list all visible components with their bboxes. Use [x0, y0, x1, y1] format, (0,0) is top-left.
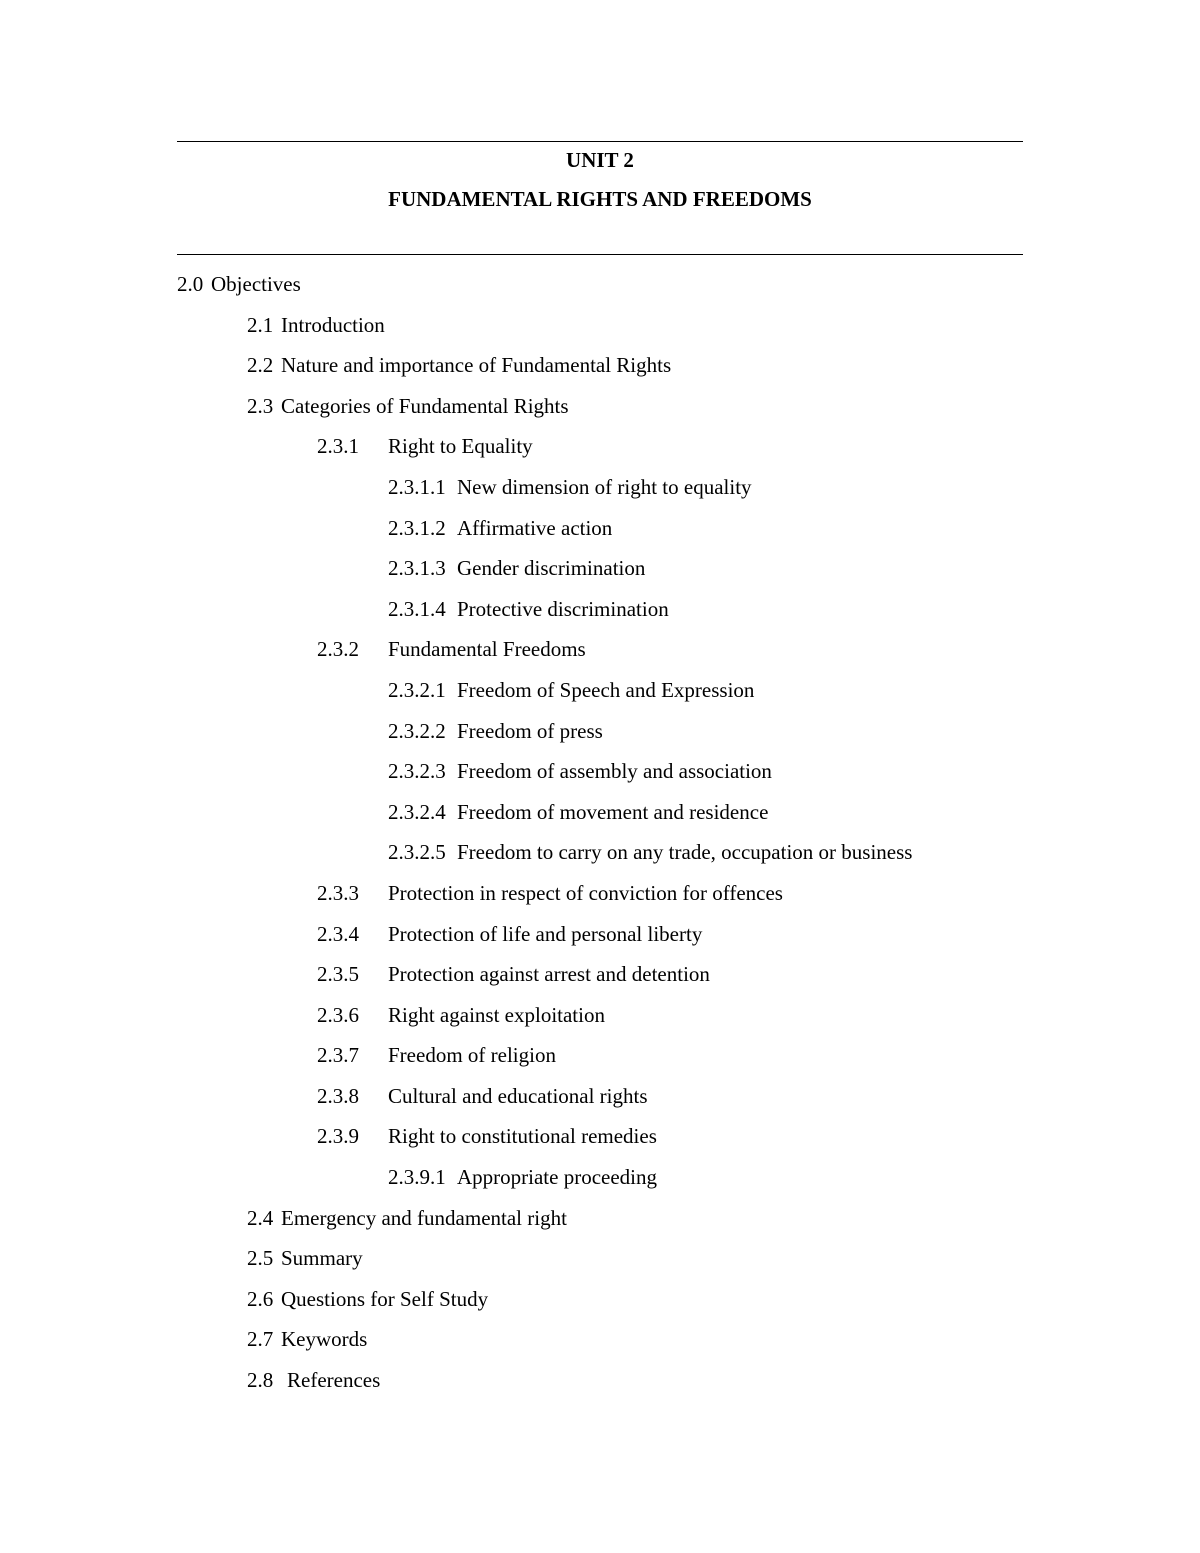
toc-entry — [0, 676, 1200, 717]
toc-entry-text: Appropriate proceeding — [457, 1165, 658, 1190]
toc-entry — [0, 1366, 1200, 1407]
toc-entry — [0, 757, 1200, 798]
toc-entry — [0, 554, 1200, 595]
toc-entry — [0, 1244, 1200, 1285]
toc-entry-text: References — [287, 1368, 381, 1393]
toc-entry-text: Right to Equality — [388, 434, 533, 459]
toc-entry-number: 2.3.1 — [317, 434, 359, 459]
toc-entry-number: 2.5 — [247, 1246, 274, 1271]
toc-entry — [0, 1204, 1200, 1245]
toc-entry-text: Freedom to carry on any trade, occupation or business — [457, 840, 913, 865]
toc-entry-text: Fundamental Freedoms — [388, 637, 586, 662]
toc-entry-text: Affirmative action — [457, 515, 613, 540]
toc-entry — [0, 270, 1200, 311]
toc-entry-number: 2.3.5 — [317, 962, 359, 987]
toc-entry-text: Right against exploitation — [388, 1002, 605, 1027]
toc-entry — [0, 514, 1200, 555]
toc-entry-text: Cultural and educational rights — [388, 1083, 648, 1108]
toc-entry-number: 2.3.9 — [317, 1124, 359, 1149]
toc-entry-text: Objectives — [211, 272, 301, 296]
toc-entry-number: 2.3.2.1 — [388, 677, 446, 702]
toc-entry-number: 2.7 — [247, 1327, 274, 1352]
toc-entry — [0, 920, 1200, 961]
toc-entry — [0, 798, 1200, 839]
toc-entry-text: Nature and importance of Fundamental Rights — [281, 353, 672, 378]
toc-entry-text: Protective discrimination — [457, 596, 669, 621]
toc-entry — [0, 838, 1200, 879]
toc-entry — [0, 635, 1200, 676]
toc-entry-number: 2.1 — [247, 312, 274, 337]
toc-entry-number: 2.2 — [247, 353, 274, 378]
toc-entry-number: 2.0 — [177, 272, 204, 296]
toc-entry — [0, 1041, 1200, 1082]
unit-heading: UNIT 2 — [566, 148, 634, 172]
toc-entry-text: Freedom of religion — [388, 1043, 556, 1068]
toc-entry-number: 2.3.9.1 — [388, 1165, 446, 1190]
toc-entry-text: Introduction — [281, 312, 385, 337]
toc-entry — [0, 1163, 1200, 1204]
toc-entry — [0, 595, 1200, 636]
toc-entry-number: 2.6 — [247, 1286, 274, 1311]
toc-entry — [0, 960, 1200, 1001]
toc-entry-number: 2.3.2 — [317, 637, 359, 662]
top-rule — [177, 141, 1023, 142]
toc-entry-number: 2.3.4 — [317, 921, 359, 946]
table-of-contents — [0, 270, 1200, 1407]
toc-entry-text: Right to constitutional remedies — [388, 1124, 657, 1149]
toc-entry-text: Gender discrimination — [457, 556, 646, 581]
toc-entry-number: 2.3.2.5 — [388, 840, 446, 865]
toc-entry-text: Questions for Self Study — [281, 1286, 489, 1311]
toc-entry-number: 2.3.2.4 — [388, 799, 446, 824]
toc-entry — [0, 311, 1200, 352]
toc-entry-text: New dimension of right to equality — [457, 474, 752, 499]
toc-entry-number: 2.3.1.2 — [388, 515, 446, 540]
toc-entry-text: Protection in respect of conviction for offences — [388, 880, 783, 905]
toc-entry-number: 2.4 — [247, 1205, 274, 1230]
toc-entry — [0, 1325, 1200, 1366]
toc-entry-number: 2.3.1.4 — [388, 596, 446, 621]
toc-entry — [0, 351, 1200, 392]
toc-entry-text: Freedom of assembly and association — [457, 759, 772, 784]
toc-entry-number: 2.3.7 — [317, 1043, 359, 1068]
toc-entry-number: 2.3.2.2 — [388, 718, 446, 743]
toc-entry-number: 2.3.6 — [317, 1002, 359, 1027]
toc-entry — [0, 1082, 1200, 1123]
toc-entry-number: 2.3.1.3 — [388, 556, 446, 581]
toc-entry-text: Protection of life and personal liberty — [388, 921, 703, 946]
toc-entry — [0, 1122, 1200, 1163]
toc-entry-text: Freedom of press — [457, 718, 603, 743]
toc-entry-text: Freedom of movement and residence — [457, 799, 769, 824]
toc-entry-number: 2.3.3 — [317, 880, 359, 905]
toc-entry-text: Protection against arrest and detention — [388, 962, 710, 987]
toc-entry-number: 2.3.1.1 — [388, 474, 446, 499]
unit-title: FUNDAMENTAL RIGHTS AND FREEDOMS — [388, 187, 812, 211]
toc-entry — [0, 473, 1200, 514]
toc-entry-number: 2.8 — [247, 1368, 274, 1393]
toc-entry — [0, 432, 1200, 473]
toc-entry-number: 2.3.2.3 — [388, 759, 446, 784]
toc-entry-text: Summary — [281, 1246, 363, 1271]
toc-entry-text: Keywords — [281, 1327, 368, 1352]
toc-entry-text: Emergency and fundamental right — [281, 1205, 567, 1230]
toc-entry — [0, 879, 1200, 920]
toc-entry-text: Categories of Fundamental Rights — [281, 393, 569, 418]
toc-entry-number: 2.3.8 — [317, 1083, 359, 1108]
toc-entry — [0, 1001, 1200, 1042]
bottom-rule — [177, 254, 1023, 255]
toc-entry-text: Freedom of Speech and Expression — [457, 677, 755, 702]
toc-entry — [0, 392, 1200, 433]
toc-entry-number: 2.3 — [247, 393, 274, 418]
toc-entry — [0, 1285, 1200, 1326]
toc-entry — [0, 717, 1200, 758]
